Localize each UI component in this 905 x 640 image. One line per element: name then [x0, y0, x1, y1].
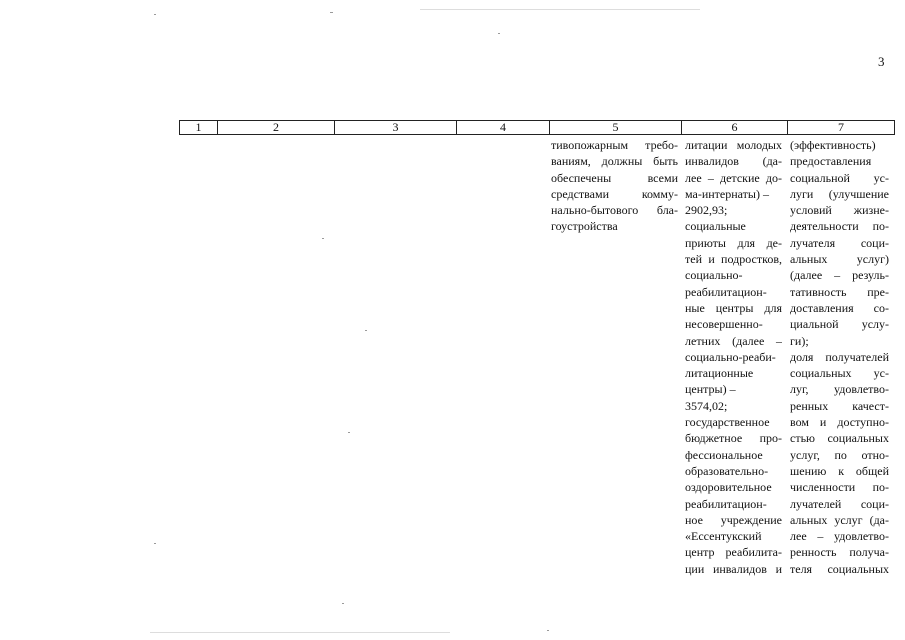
text-line: тей и подростков, — [685, 252, 782, 267]
table-header-row — [179, 120, 895, 135]
text-line: ваниям, должны быть — [551, 154, 678, 169]
text-line: ренных качест- — [790, 398, 889, 413]
text-line: летних (далее – — [685, 333, 782, 348]
page-number: 3 — [878, 54, 885, 69]
text-line: (далее – резуль- — [790, 268, 889, 283]
text-line: нально-бытового бла- — [551, 203, 678, 218]
text-line: лучателей соци- — [790, 496, 889, 511]
text-line: реабилитацион- — [685, 496, 767, 511]
scan-artifact — [330, 12, 333, 13]
scan-artifact — [348, 432, 350, 433]
scan-artifact — [365, 330, 367, 331]
text-line: ные центры для — [685, 300, 782, 315]
text-line: тивопожарным требо- — [551, 138, 678, 152]
column-header-1: 1 — [195, 120, 202, 134]
text-line: доля получателей — [790, 349, 889, 364]
text-line: альных услуг (да- — [790, 512, 889, 527]
text-line: лее – удовлетво- — [790, 529, 889, 544]
text-line: образовательно- — [685, 463, 769, 478]
scan-artifact — [154, 14, 156, 15]
text-line: стью социальных — [790, 431, 889, 446]
text-line: альных услуг) — [790, 252, 889, 267]
text-line: доставления со- — [790, 300, 889, 315]
text-line: ги); — [790, 333, 809, 348]
column-header-2: 2 — [273, 120, 279, 134]
scan-artifact — [154, 543, 156, 544]
text-line: деятельности по- — [790, 219, 889, 234]
text-line: реабилитацион- — [685, 284, 767, 299]
scan-artifact — [322, 238, 324, 239]
column-header-7: 7 — [838, 120, 844, 134]
text-line: ное учреждение — [685, 512, 782, 527]
text-line: луги (улучшение — [790, 186, 889, 201]
text-line: вом и доступно- — [790, 415, 889, 430]
text-line: 2902,93; — [685, 203, 728, 218]
table-cell-column-5 — [551, 137, 678, 235]
text-line: несовершенно- — [685, 317, 763, 332]
scan-artifact — [547, 630, 549, 631]
text-line: 3574,02; — [685, 398, 728, 413]
text-line: обеспечены всеми — [551, 170, 678, 185]
text-line: средствами комму- — [551, 186, 678, 201]
text-line: предоставления — [790, 154, 872, 169]
text-line: численности по- — [790, 480, 889, 495]
text-line: социально-реаби- — [685, 349, 776, 364]
text-line: социальной ус- — [790, 170, 889, 185]
text-line: оздоровительное — [685, 480, 772, 495]
scan-artifact — [150, 632, 450, 633]
text-line: шению к общей — [790, 463, 889, 478]
text-line: центр реабилита- — [685, 545, 782, 560]
text-line: ции инвалидов и — [685, 561, 782, 576]
text-line: циальной услу- — [790, 317, 889, 332]
scan-artifact — [342, 603, 344, 604]
table-cell-column-7 — [790, 137, 889, 577]
text-line: «Ессентукский — [685, 529, 762, 544]
table-cell-column-6 — [685, 137, 782, 577]
text-line: тативность пре- — [790, 284, 889, 299]
column-header-6: 6 — [731, 120, 738, 134]
text-line: ренность получа- — [790, 545, 889, 560]
text-line: условий жизне- — [790, 203, 889, 218]
scan-artifact — [498, 33, 500, 34]
text-line: фессиональное — [685, 447, 763, 462]
text-line: литации молодых — [685, 138, 782, 152]
text-line: лее – детские до- — [685, 170, 782, 185]
text-line: (эффективность) — [790, 138, 876, 152]
text-line: социальных ус- — [790, 366, 889, 381]
text-line: центры) – — [685, 382, 736, 397]
column-header-4: 4 — [500, 120, 506, 134]
text-line: литационные — [685, 366, 754, 381]
text-line: государственное — [685, 415, 770, 430]
text-line: приюты для де- — [685, 235, 782, 250]
text-line: лучателя соци- — [790, 235, 889, 250]
column-header-5: 5 — [612, 120, 619, 134]
text-line: бюджетное про- — [685, 431, 782, 446]
text-line: луг, удовлетво- — [790, 382, 889, 397]
text-line: услуг, по отно- — [790, 447, 889, 462]
text-line: социальные — [685, 219, 746, 234]
scan-artifact — [420, 9, 700, 10]
text-line: инвалидов (да- — [685, 154, 782, 169]
text-line: социально- — [685, 268, 743, 283]
text-line: ма-интернаты) – — [685, 186, 769, 201]
text-line: теля социальных — [790, 561, 889, 576]
text-line: гоустройства — [551, 219, 618, 234]
column-header-3: 3 — [392, 120, 399, 134]
